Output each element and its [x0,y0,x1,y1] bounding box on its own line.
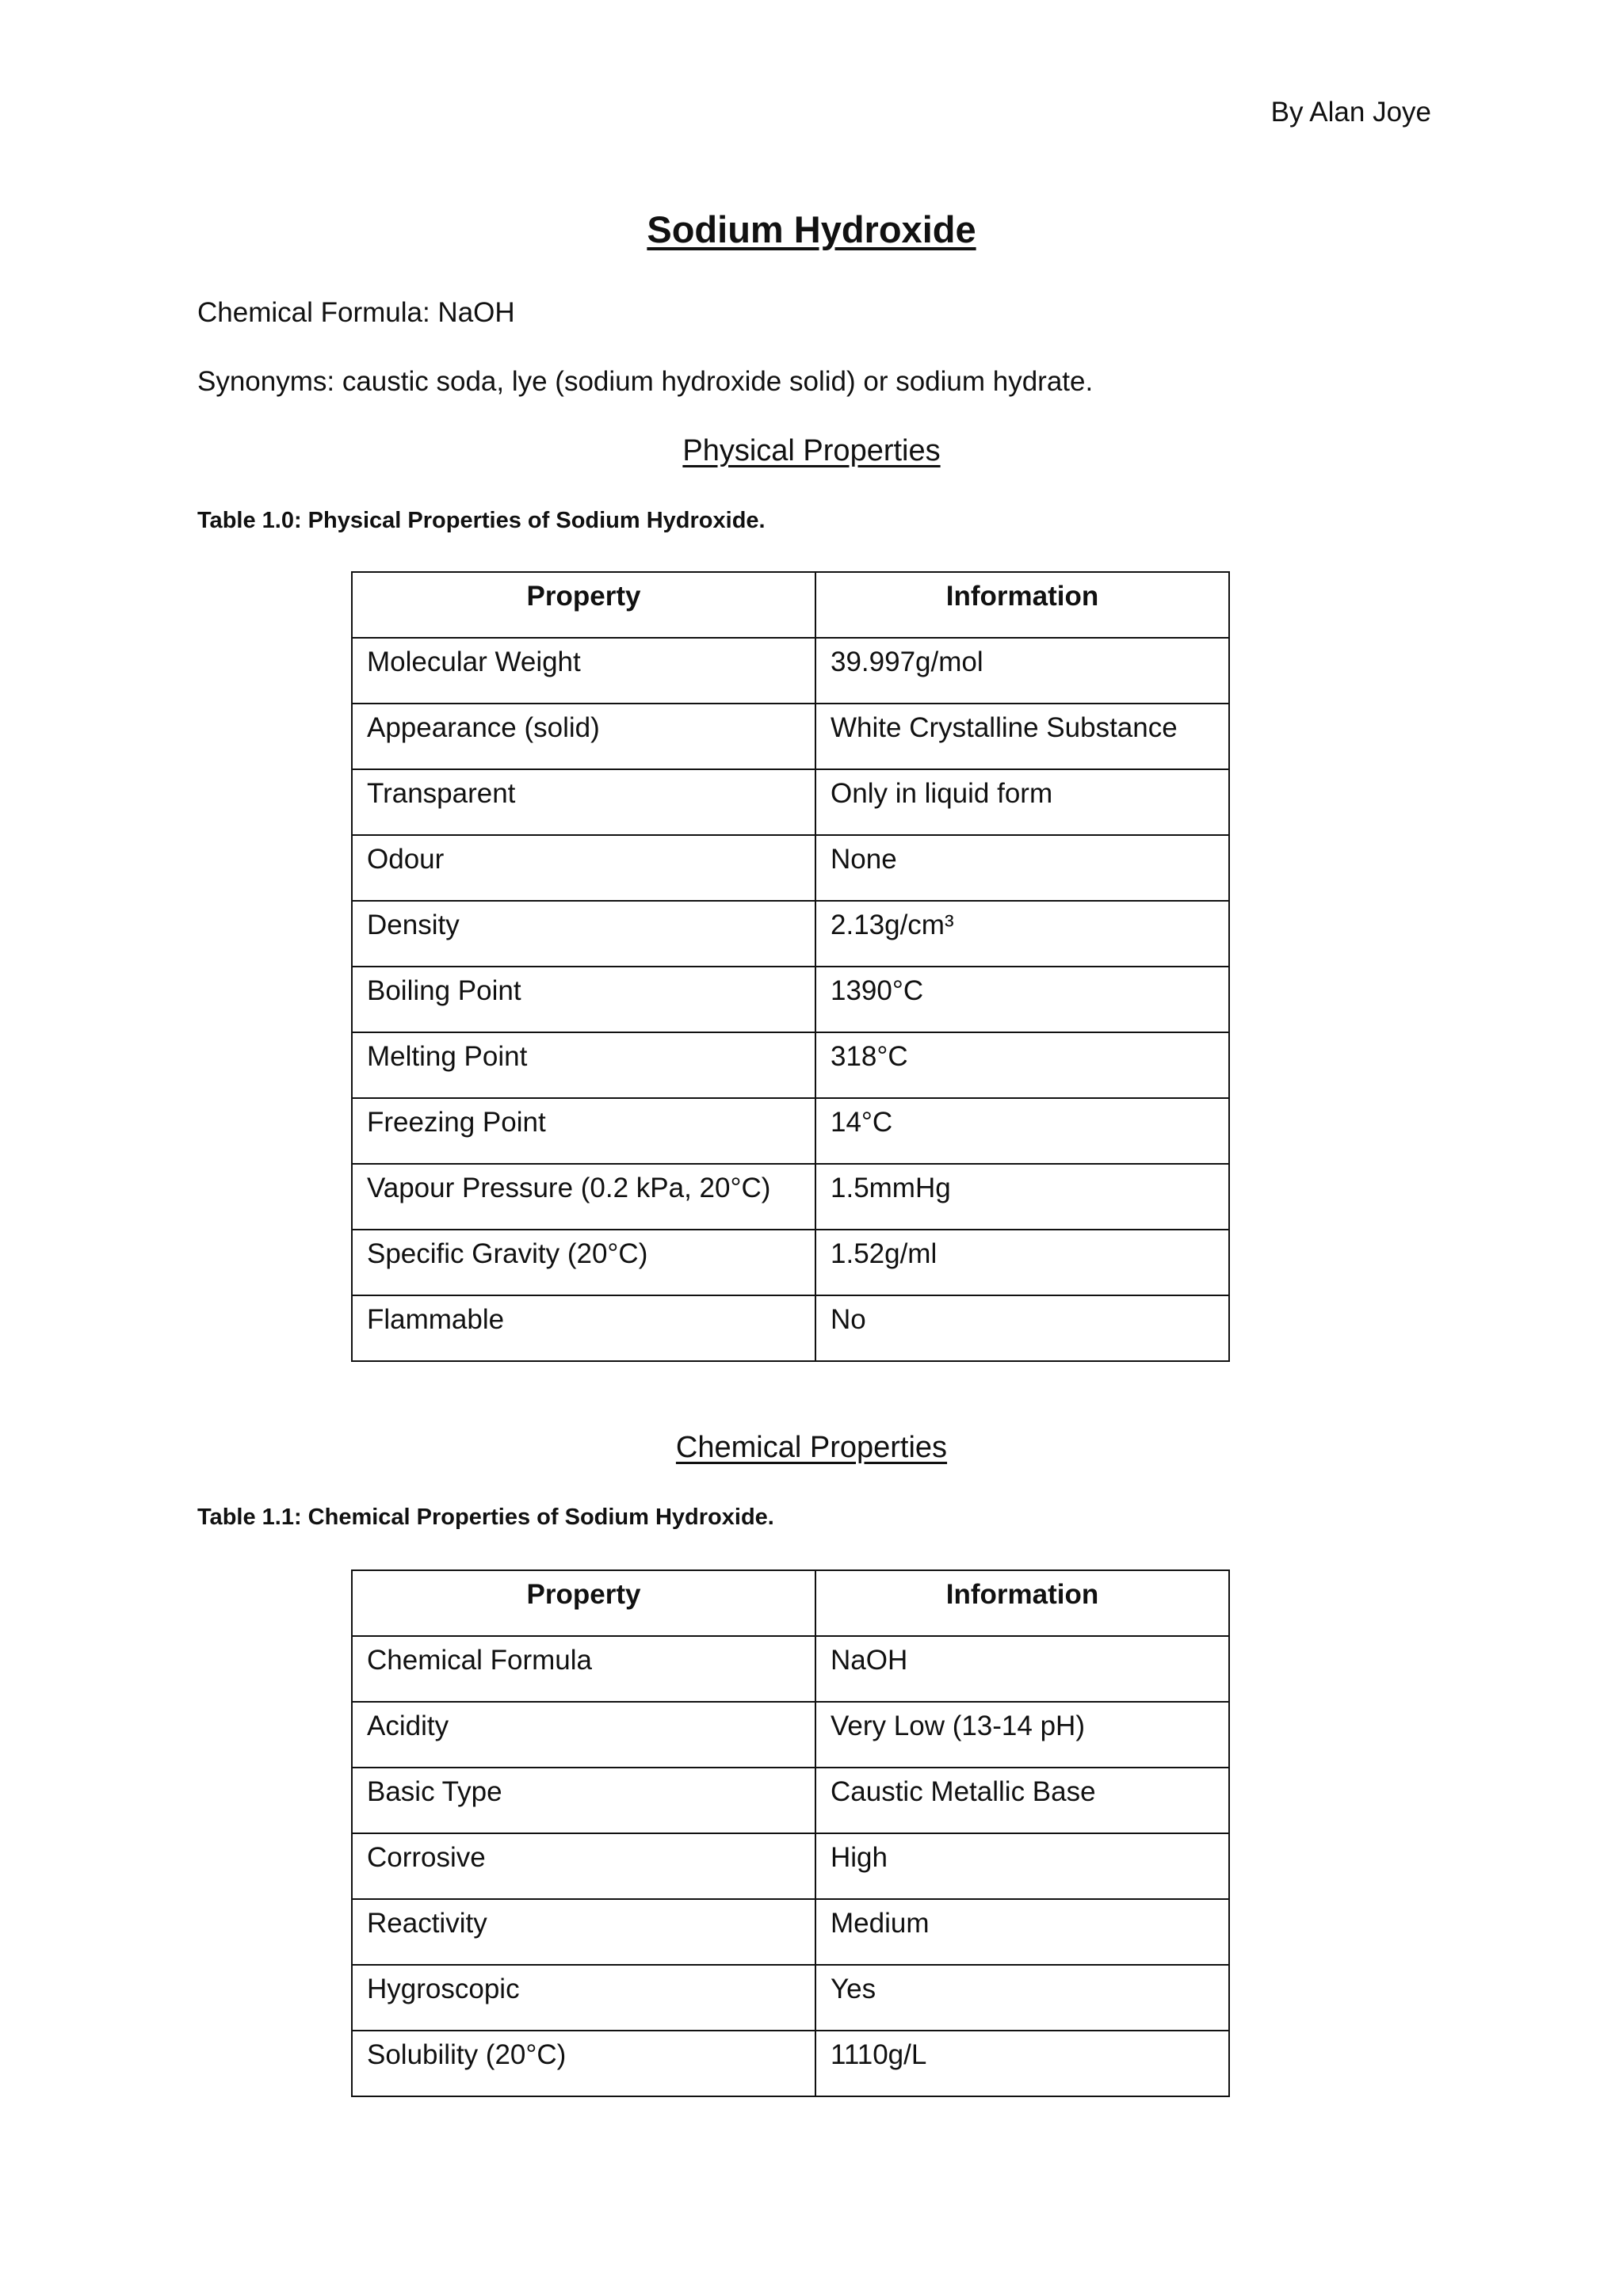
table-row [352,1098,1229,1164]
property-cell: Odour [352,835,815,901]
property-cell: Transparent [352,769,815,835]
information-cell: 2.13g/cm³ [815,901,1229,967]
information-column-header: Information [815,572,1229,638]
physical-table-caption: Table 1.0: Physical Properties of Sodium Hydroxide. [197,508,766,533]
property-cell: Basic Type [352,1768,815,1833]
property-cell: Density [352,901,815,967]
table-row [352,769,1229,835]
synonyms-line: Synonyms: caustic soda, lye (sodium hydroxide solid) or sodium hydrate. [197,366,1094,397]
table-row [352,1965,1229,2031]
table-row [352,1899,1229,1965]
information-cell: 39.997g/mol [815,638,1229,704]
table-row [352,1032,1229,1098]
chemical-formula-line: Chemical Formula: NaOH [197,297,515,328]
information-cell: 1110g/L [815,2031,1229,2096]
table-row [352,835,1229,901]
table-row [352,1702,1229,1768]
table-row [352,638,1229,704]
property-column-header: Property [352,572,815,638]
physical-properties-heading: Physical Properties [682,434,941,467]
information-cell: Only in liquid form [815,769,1229,835]
property-cell: Hygroscopic [352,1965,815,2031]
information-cell: 1390°C [815,967,1229,1032]
property-cell: Molecular Weight [352,638,815,704]
property-cell: Chemical Formula [352,1636,815,1702]
information-cell: 1.52g/ml [815,1230,1229,1295]
information-cell: Caustic Metallic Base [815,1768,1229,1833]
information-cell: 318°C [815,1032,1229,1098]
table-row [352,704,1229,769]
table-row [352,1636,1229,1702]
table-row [352,2031,1229,2096]
property-cell: Flammable [352,1295,815,1361]
property-cell: Boiling Point [352,967,815,1032]
table-header-row [352,1570,1229,1636]
property-cell: Vapour Pressure (0.2 kPa, 20°C) [352,1164,815,1230]
information-cell: White Crystalline Substance [815,704,1229,769]
table-row [352,1768,1229,1833]
property-cell: Reactivity [352,1899,815,1965]
property-cell: Specific Gravity (20°C) [352,1230,815,1295]
document-title: Sodium Hydroxide [647,208,976,250]
information-cell: 1.5mmHg [815,1164,1229,1230]
chemical-table-caption: Table 1.1: Chemical Properties of Sodium Hydroxide. [197,1505,774,1530]
information-cell: No [815,1295,1229,1361]
property-cell: Solubility (20°C) [352,2031,815,2096]
table-row [352,901,1229,967]
information-column-header: Information [815,1570,1229,1636]
property-cell: Acidity [352,1702,815,1768]
information-cell: 14°C [815,1098,1229,1164]
table-row [352,1230,1229,1295]
physical-properties-table [351,571,1230,1362]
table-row [352,1164,1229,1230]
table-row [352,1833,1229,1899]
property-cell: Freezing Point [352,1098,815,1164]
property-cell: Melting Point [352,1032,815,1098]
property-cell: Corrosive [352,1833,815,1899]
table-row [352,1295,1229,1361]
physical-table-body [352,638,1229,1361]
chemical-table-body [352,1636,1229,2096]
chemical-properties-table [351,1569,1230,2097]
property-column-header: Property [352,1570,815,1636]
information-cell: Very Low (13-14 pH) [815,1702,1229,1768]
chemical-properties-heading: Chemical Properties [675,1431,948,1464]
author-line: By Alan Joye [1270,97,1431,128]
table-header-row [352,572,1229,638]
information-cell: High [815,1833,1229,1899]
table-row [352,967,1229,1032]
information-cell: NaOH [815,1636,1229,1702]
information-cell: Medium [815,1899,1229,1965]
information-cell: Yes [815,1965,1229,2031]
information-cell: None [815,835,1229,901]
property-cell: Appearance (solid) [352,704,815,769]
